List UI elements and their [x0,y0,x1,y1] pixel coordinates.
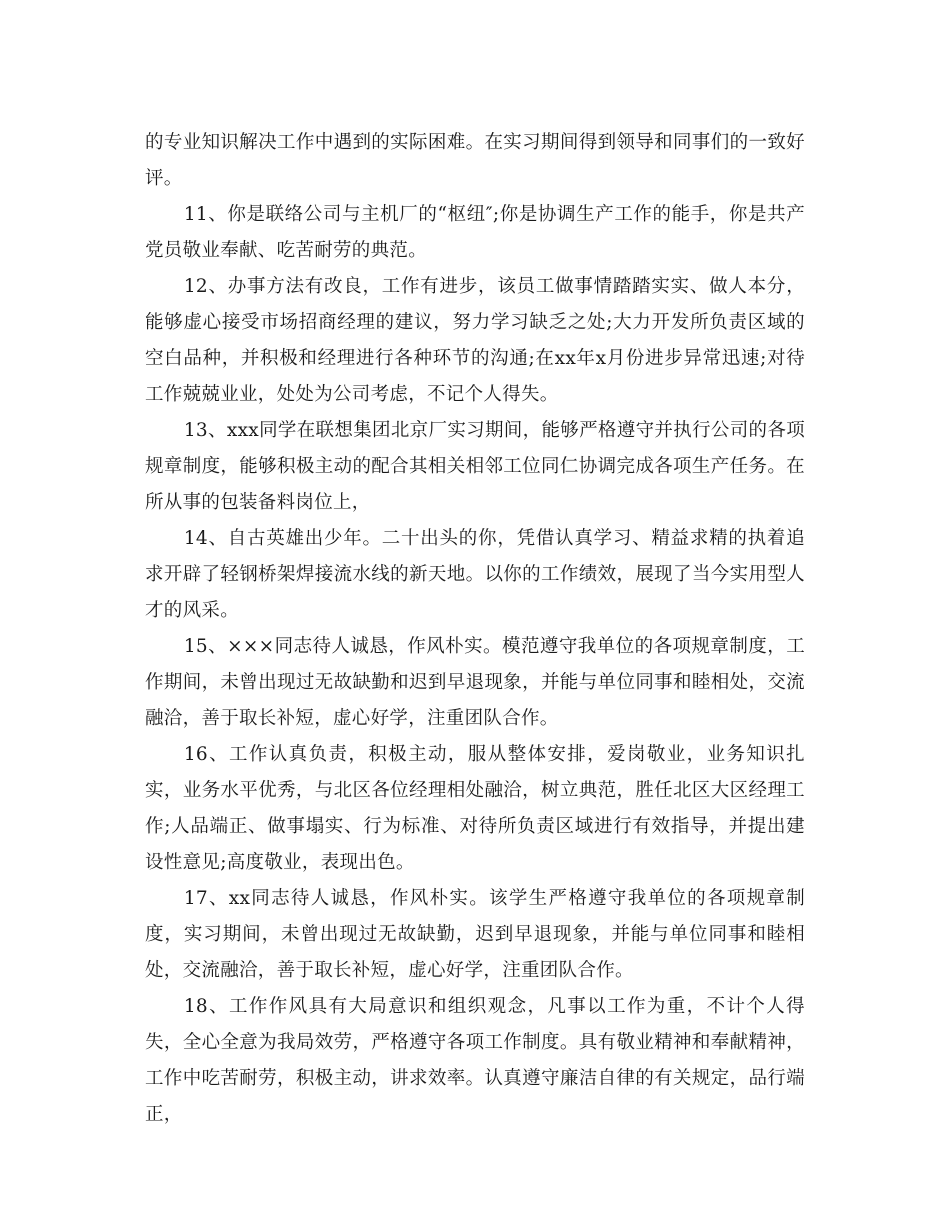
paragraph-14: 14、自古英雄出少年。二十出头的你，凭借认真学习、精益求精的执着追求开辟了轻钢桥架焊接流水线的新天地。以你的工作绩效，展现了当今实用型人才的风采。 [145,528,805,621]
paragraph-12: 12、办事方法有改良，工作有进步，该员工做事情踏踏实实、做人本分，能够虚心接受市场招商经理的建议，努力学习缺乏之处;大力开发所负责区域的空白品种，并积极和经理进行各种环节的沟通;在xx年x月份进步异常迅速;对待工作兢兢业业，处处为公司考虑，不记个人得失。 [145,276,805,405]
paragraph-16: 16、工作认真负责，积极主动，服从整体安排，爱岗敬业，业务知识扎实，业务水平优秀，与北区各位经理相处融洽，树立典范，胜任北区大区经理工作;人品端正、做事塌实、行为标准、对待所负责区域进行有效指导，并提出建设性意见;高度敬业，表现出色。 [145,744,805,873]
paragraph-18: 18、工作作风具有大局意识和组织观念，凡事以工作为重，不计个人得失，全心全意为我局效劳，严格遵守各项工作制度。具有敬业精神和奉献精神，工作中吃苦耐劳，积极主动，讲求效率。认真遵守廉洁自律的有关规定，品行端正， [145,996,805,1125]
document-body [145,125,805,1133]
paragraph-11: 11、你是联络公司与主机厂的“枢纽″;你是协调生产工作的能手，你是共产党员敬业奉献、吃苦耐劳的典范。 [145,204,805,261]
paragraph-17: 17、xx同志待人诚恳，作风朴实。该学生严格遵守我单位的各项规章制度，实习期间，未曾出现过无故缺勤，迟到早退现象，并能与单位同事和睦相处，交流融洽，善于取长补短，虚心好学，注重团队合作。 [145,888,805,981]
paragraph-15: 15、×××同志待人诚恳，作风朴实。模范遵守我单位的各项规章制度，工作期间，未曾出现过无故缺勤和迟到早退现象，并能与单位同事和睦相处，交流融洽，善于取长补短，虚心好学，注重团队合作。 [145,636,805,729]
paragraph-continuation: 的专业知识解决工作中遇到的实际困难。在实习期间得到领导和同事们的一致好评。 [145,132,805,189]
paragraph-13: 13、xxx同学在联想集团北京厂实习期间，能够严格遵守并执行公司的各项规章制度，能够积极主动的配合其相关相邻工位同仁协调完成各项生产任务。在所从事的包装备料岗位上， [145,420,805,513]
